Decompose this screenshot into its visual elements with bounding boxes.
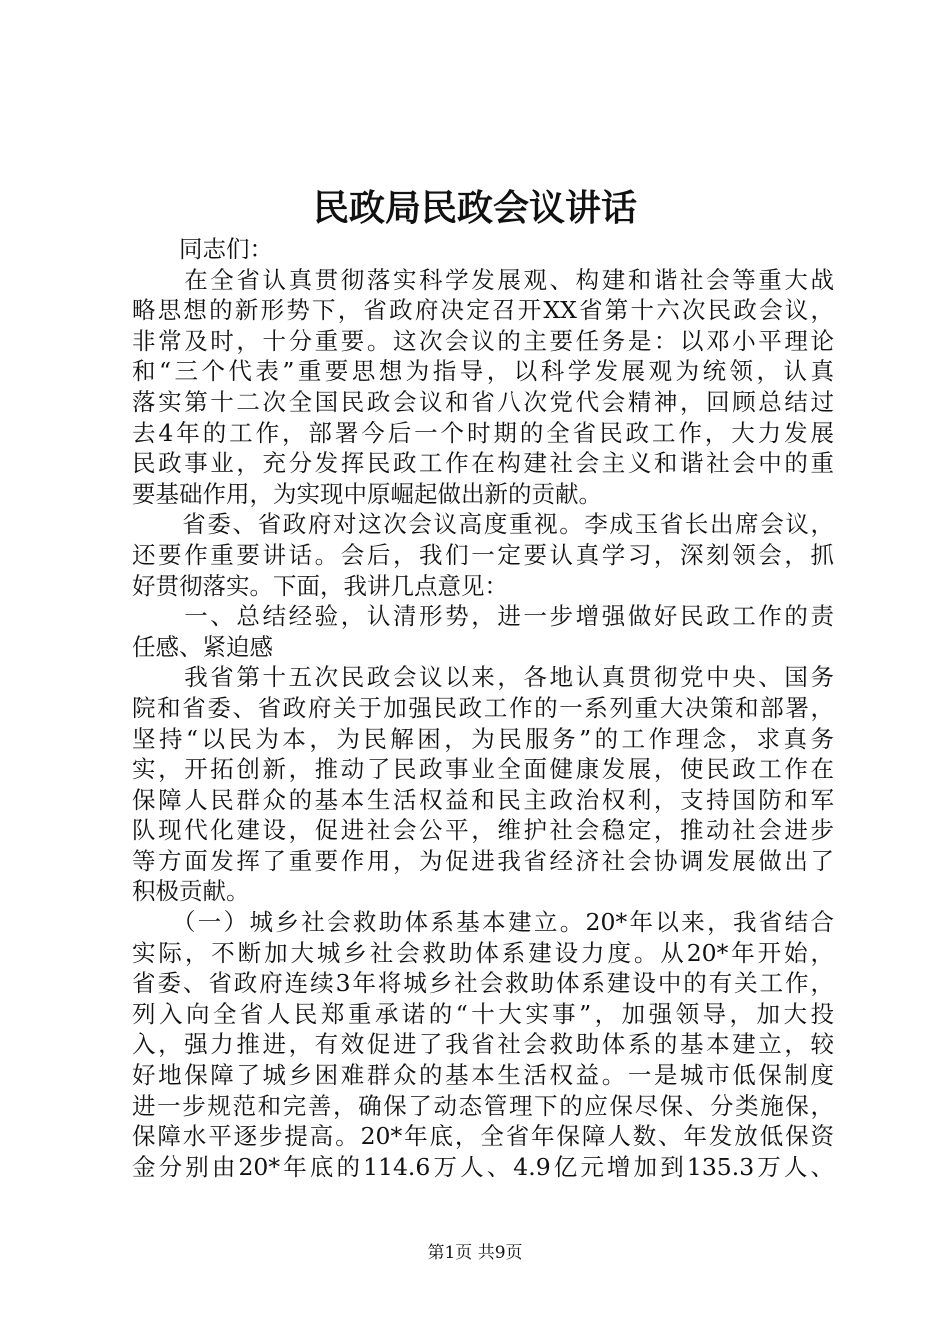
body-line: 非常及时，十分重要。这次会议的主要任务是：以邓小平理论 (132, 326, 834, 355)
body-line: 落实第十二次全国民政会议和省八次党代会精神，回顾总结过 (132, 387, 834, 416)
body-line: 队现代化建设，促进社会公平，维护社会稳定，推动社会进步 (132, 816, 834, 845)
body-line: 保障水平逐步提高。20*年底，全省年保障人数、年发放低保资 (132, 1122, 834, 1151)
body-line: 实，开拓创新，推动了民政事业全面健康发展，使民政工作在 (132, 755, 834, 784)
body-line: 去4年的工作，部署今后一个时期的全省民政工作，大力发展 (132, 418, 834, 447)
body-line: 列入向全省人民郑重承诺的“十大实事”，加强领导，加大投 (132, 999, 834, 1028)
body-line: 省委、省政府对这次会议高度重视。李成玉省长出席会议， (132, 510, 834, 539)
body-line: 略思想的新形势下，省政府决定召开XX省第十六次民政会议， (132, 296, 834, 325)
body-line: 积极贡献。 (132, 877, 250, 906)
body-line: 要基础作用，为实现中原崛起做出新的贡献。 (132, 479, 602, 508)
body-line: 金分别由20*年底的114.6万人、4.9亿元增加到135.3万人、 (132, 1152, 834, 1181)
body-line: 好地保障了城乡困难群众的基本生活权益。一是城市低保制度 (132, 1061, 834, 1090)
body-line: 坚持“以民为本，为民解困，为民服务”的工作理念，求真务 (132, 724, 834, 753)
body-line: 任感、紧迫感 (132, 632, 273, 661)
body-line: 在全省认真贯彻落实科学发展观、构建和谐社会等重大战 (132, 265, 834, 294)
body-line: 和“三个代表”重要思想为指导，以科学发展观为统领，认真 (132, 357, 834, 386)
body-line: 还要作重要讲话。会后，我们一定要认真学习，深刻领会，抓 (132, 540, 834, 569)
body-line: 我省第十五次民政会议以来，各地认真贯彻党中央、国务 (132, 663, 834, 692)
body-line: 进一步规范和完善，确保了动态管理下的应保尽保、分类施保， (132, 1091, 834, 1120)
page-title: 民政局民政会议讲话 (312, 187, 637, 229)
body-line: 一、总结经验，认清形势，进一步增强做好民政工作的责 (132, 602, 834, 631)
page-footer: 第1页 共9页 (427, 1243, 523, 1263)
body-line: 等方面发挥了重要作用，为促进我省经济社会协调发展做出了 (132, 846, 834, 875)
body-line: 好贯彻落实。下面，我讲几点意见： (132, 571, 508, 600)
body-line: 民政事业，充分发挥民政工作在构建社会主义和谐社会中的重 (132, 449, 834, 478)
body-line: 保障人民群众的基本生活权益和民主政治权利，支持国防和军 (132, 785, 834, 814)
body-line: 同志们： (132, 235, 273, 263)
body-line: （一）城乡社会救助体系基本建立。20*年以来，我省结合 (132, 908, 834, 937)
body-line: 实际，不断加大城乡社会救助体系建设力度。从20*年开始， (132, 938, 834, 967)
document-body (132, 234, 834, 1182)
body-line: 院和省委、省政府关于加强民政工作的一系列重大决策和部署， (132, 693, 834, 722)
body-line: 入，强力推进，有效促进了我省社会救助体系的基本建立，较 (132, 1030, 834, 1059)
body-line: 省委、省政府连续3年将城乡社会救助体系建设中的有关工作， (132, 969, 834, 998)
